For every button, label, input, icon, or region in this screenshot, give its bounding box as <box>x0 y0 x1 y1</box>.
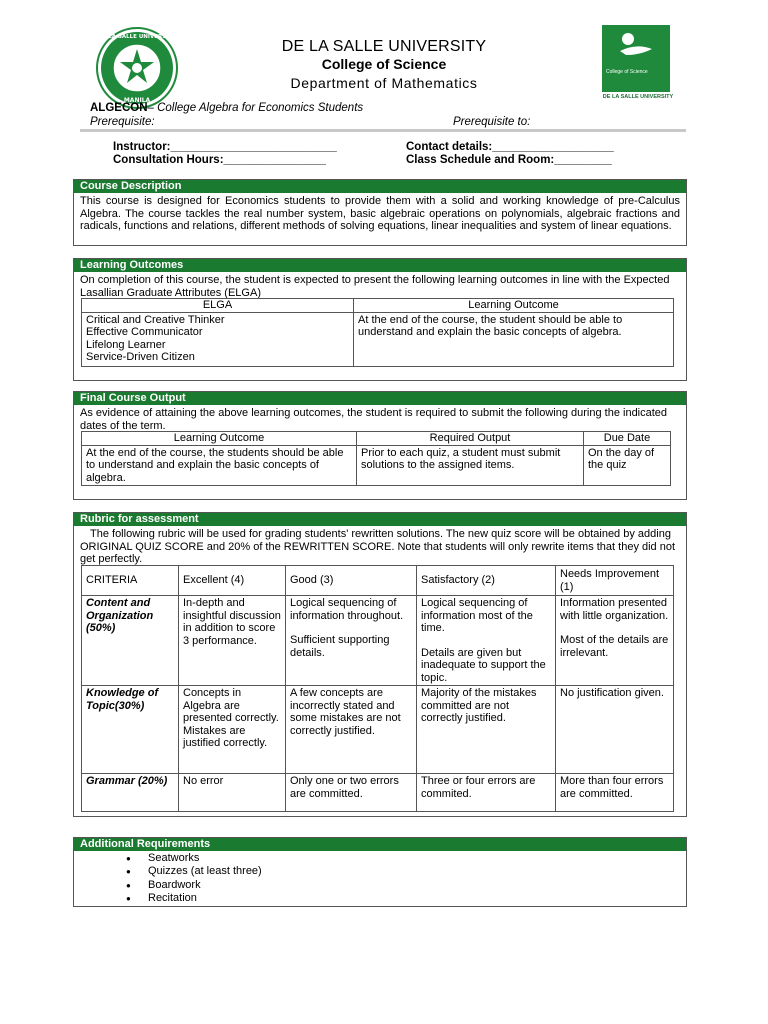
rubric-criteria-grammar: Grammar (20%) <box>82 774 179 812</box>
learning-outcome-cell: At the end of the course, the student should be able to understand and explain the basic concepts of algebra. <box>354 312 674 366</box>
rubric-knowledge-needs-improvement: No justification given. <box>556 686 674 774</box>
rubric-knowledge-good: A few concepts are incorrectly stated and some mistakes are not correctly justified. <box>286 686 417 774</box>
college-name: College of Science <box>321 56 447 72</box>
list-item: ● Boardwork <box>126 878 201 891</box>
consultation-hours-field: Consultation Hours:________________ <box>113 154 326 166</box>
learning-outcomes-heading: Learning Outcomes <box>74 259 686 272</box>
bullet-icon: ● <box>126 880 131 890</box>
learning-outcomes-section <box>73 258 687 381</box>
course-description-heading: Course Description <box>74 180 686 193</box>
course-title-line <box>90 102 363 114</box>
elga-item: Lifelong Learner <box>86 338 166 351</box>
additional-requirements-section <box>73 837 687 907</box>
course-description-text: This course is designed for Economics students to provide them with a solid and working knowledge of pre-Calculus Algebra. The course tackles the real number system, basic algebraic operations on polynomials, algebraic fractions and radicals, functions and relations, different methods of solving equations, linear inequalities and system of linear equations. <box>80 195 680 232</box>
rubric-criteria-knowledge: Knowledge of Topic(30%) <box>82 686 179 774</box>
learning-outcome-column-header: Learning Outcome <box>354 299 674 313</box>
elga-item: Service-Driven Citizen <box>86 351 195 363</box>
due-date-cell: On the day of the quiz <box>584 445 671 486</box>
university-name: DE LA SALLE UNIVERSITY <box>281 38 487 55</box>
additional-requirements-heading: Additional Requirements <box>74 838 686 851</box>
college-of-science-logo <box>602 25 670 92</box>
final-course-output-intro: As evidence of attaining the above learning outcomes, the student is required to submit the following during the indicated dates of the term. <box>80 407 668 432</box>
course-title: College Algebra for Economics Students <box>157 102 364 114</box>
college-logo-label: College of Science <box>606 69 648 75</box>
elga-table <box>81 298 674 367</box>
rubric-content-needs-a: Information presented with little organization. <box>560 597 669 622</box>
rubric-header-good: Good (3) <box>286 566 417 596</box>
rubric-content-satisfactory <box>417 596 556 686</box>
rubric-content-good-a: Logical sequencing of information throughout. <box>290 597 404 622</box>
final-outcome-column-header: Learning Outcome <box>82 432 357 446</box>
rubric-knowledge-satisfactory: Majority of the mistakes committed are not correctly justified. <box>417 686 556 774</box>
elga-list-cell <box>82 312 354 366</box>
required-output-cell: Prior to each quiz, a student must submit solutions to the assigned items. <box>357 445 584 486</box>
college-logo-mark-icon <box>602 25 670 65</box>
class-schedule-field: Class Schedule and Room:_________ <box>406 154 612 166</box>
rubric-heading: Rubric for assessment <box>74 513 686 526</box>
course-description-section <box>73 179 687 246</box>
due-date-column-header: Due Date <box>584 432 671 446</box>
rubric-content-satisfactory-a: Logical sequencing of information most of the time. <box>421 597 533 634</box>
rubric-content-good-b: Sufficient supporting details. <box>290 634 390 659</box>
rubric-content-excellent: In-depth and insightful discussion in addition to score 3 performance. <box>179 596 286 686</box>
rubric-grammar-satisfactory: Three or four errors are commited. <box>417 774 556 812</box>
instructor-field: Instructor:__________________________ <box>113 141 337 153</box>
rubric-knowledge-excellent: Concepts in Algebra are presented correctly. Mistakes are justified correctly. <box>179 686 286 774</box>
required-output-column-header: Required Output <box>357 432 584 446</box>
header-divider <box>80 129 686 132</box>
elga-item: Critical and Creative Thinker <box>86 313 225 326</box>
rubric-grammar-good: Only one or two errors are committed. <box>286 774 417 812</box>
rubric-criteria-content: Content and Organization (50%) <box>82 596 179 686</box>
college-logo-caption: DE LA SALLE UNIVERSITY <box>602 94 674 100</box>
seal-text-bottom: MANILA <box>123 97 151 104</box>
rubric-intro: The following rubric will be used for grading students' rewritten solutions. The new quiz score will be obtained by adding ORIGINAL QUIZ SCORE and 20% of the REWRITTEN SCORE. Note that students will only rewrite items that they did not get perfectly. <box>80 528 676 565</box>
bullet-icon: ● <box>126 893 131 903</box>
contact-details-field: Contact details:___________________ <box>406 141 614 153</box>
additional-requirements-list <box>74 852 686 905</box>
list-item: ● Quizzes (at least three) <box>126 865 262 878</box>
elga-item: Effective Communicator <box>86 326 203 338</box>
rubric-content-needs-improvement <box>556 596 674 686</box>
final-output-table <box>81 431 671 486</box>
elga-column-header: ELGA <box>82 299 354 313</box>
rubric-content-satisfactory-b: Details are given but inadequate to support the topic. <box>421 646 546 684</box>
department-name: Department of Mathematics <box>290 75 478 91</box>
rubric-content-good <box>286 596 417 686</box>
rubric-content-needs-b: Most of the details are irrelevant. <box>560 634 669 659</box>
rubric-table <box>81 565 674 812</box>
bullet-icon: ● <box>126 867 131 877</box>
list-item: ● Seatworks <box>126 852 200 864</box>
rubric-header-needs-improvement: Needs Improvement (1) <box>556 566 674 596</box>
bullet-icon: ● <box>126 854 131 863</box>
course-separator: – <box>147 102 158 114</box>
rubric-header-satisfactory: Satisfactory (2) <box>417 566 556 596</box>
rubric-header-criteria: CRITERIA <box>82 566 179 596</box>
course-code: ALGECON <box>90 102 148 114</box>
rubric-section <box>73 512 687 817</box>
rubric-grammar-needs-improvement: More than four errors are committed. <box>556 774 674 812</box>
rubric-header-excellent: Excellent (4) <box>179 566 286 596</box>
rubric-grammar-excellent: No error <box>179 774 286 812</box>
final-course-output-section <box>73 391 687 500</box>
final-outcome-cell: At the end of the course, the students should be able to understand and explain the basic concepts of algebra. <box>82 445 357 486</box>
prerequisite-to-label: Prerequisite to: <box>453 116 531 128</box>
seal-text-top: DE LA SALLE UNIVERSITY <box>98 34 176 40</box>
final-course-output-heading: Final Course Output <box>74 392 686 405</box>
prerequisite-label: Prerequisite: <box>90 116 155 128</box>
learning-outcomes-intro: On completion of this course, the student is expected to present the following learning outcomes in line with the Expected Lasallian Graduate Attributes (ELGA) <box>80 274 670 299</box>
list-item: ● Recitation <box>126 891 197 904</box>
